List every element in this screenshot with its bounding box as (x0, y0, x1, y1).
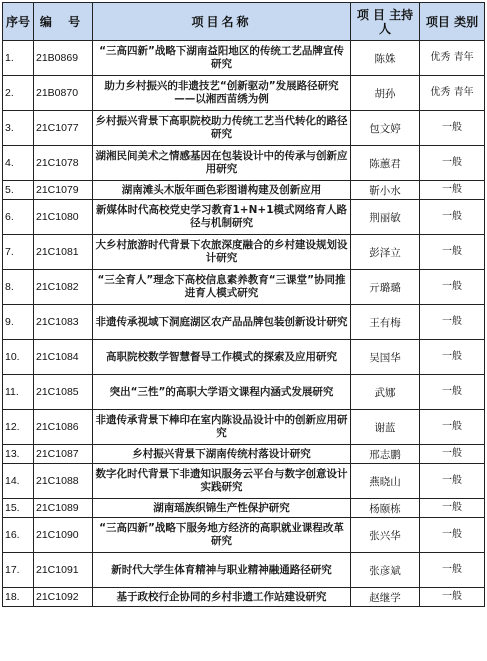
row-code: 21C1077 (34, 111, 93, 146)
table-row (3, 588, 485, 607)
row-code: 21C1085 (34, 375, 93, 410)
row-no: 15. (3, 499, 34, 518)
row-category: 一般 (420, 235, 485, 270)
row-code: 21C1081 (34, 235, 93, 270)
row-title: 非遗传承背景下棒印在室内陈设品设计中的创新应用研究 (93, 410, 351, 445)
row-code: 21C1082 (34, 270, 93, 305)
header-no: 序号 (3, 3, 34, 41)
header-category: 项目 类别 (420, 3, 485, 41)
row-host: 张彦斌 (351, 553, 420, 588)
row-title: 高职院校数学智慧督导工作模式的探索及应用研究 (93, 340, 351, 375)
row-category: 一般 (420, 518, 485, 553)
table-row (3, 111, 485, 146)
row-no: 8. (3, 270, 34, 305)
row-code: 21C1089 (34, 499, 93, 518)
row-category: 优秀 青年 (420, 76, 485, 111)
table-row (3, 76, 485, 111)
row-host: 靳小水 (351, 181, 420, 200)
row-category: 一般 (420, 181, 485, 200)
table-row (3, 181, 485, 200)
row-category: 一般 (420, 146, 485, 181)
row-title: 湖南瑶族织锦生产性保护研究 (93, 499, 351, 518)
row-no: 12. (3, 410, 34, 445)
row-no: 1. (3, 41, 34, 76)
row-host: 赵继学 (351, 588, 420, 607)
table-row (3, 499, 485, 518)
row-code: 21C1087 (34, 445, 93, 464)
row-code: 21C1090 (34, 518, 93, 553)
table-row (3, 410, 485, 445)
row-host: 张兴华 (351, 518, 420, 553)
header-row (3, 3, 485, 41)
row-code: 21C1083 (34, 305, 93, 340)
row-title: 基于政校行企协同的乡村非遗工作站建设研究 (93, 588, 351, 607)
row-title: 乡村振兴背景下高职院校助力传统工艺当代转化的路径研究 (93, 111, 351, 146)
table-row (3, 270, 485, 305)
table-row (3, 146, 485, 181)
row-category: 一般 (420, 499, 485, 518)
row-title: “三高四新”战略下湖南益阳地区的传统工艺品牌宣传研究 (93, 41, 351, 76)
row-no: 4. (3, 146, 34, 181)
row-host: 武娜 (351, 375, 420, 410)
row-host: 亓璐璐 (351, 270, 420, 305)
table-row (3, 445, 485, 464)
row-host: 王有梅 (351, 305, 420, 340)
row-category: 一般 (420, 375, 485, 410)
row-host: 谢蓝 (351, 410, 420, 445)
row-category: 一般 (420, 305, 485, 340)
row-title: 新媒体时代高校党史学习教育1+N+1模式网络育人路径与机制研究 (93, 200, 351, 235)
row-code: 21B0870 (34, 76, 93, 111)
row-code: 21C1091 (34, 553, 93, 588)
row-category: 一般 (420, 464, 485, 499)
row-code: 21C1084 (34, 340, 93, 375)
table-row (3, 41, 485, 76)
row-host: 荆丽敏 (351, 200, 420, 235)
row-title: 大乡村旅游时代背景下农旅深度融合的乡村建设规划设计研究 (93, 235, 351, 270)
row-category: 一般 (420, 270, 485, 305)
row-category: 一般 (420, 445, 485, 464)
table-row (3, 200, 485, 235)
row-category: 优秀 青年 (420, 41, 485, 76)
row-no: 5. (3, 181, 34, 200)
row-host: 杨颐栋 (351, 499, 420, 518)
table-row (3, 235, 485, 270)
row-code: 21C1088 (34, 464, 93, 499)
row-no: 17. (3, 553, 34, 588)
row-no: 18. (3, 588, 34, 607)
row-category: 一般 (420, 111, 485, 146)
row-category: 一般 (420, 588, 485, 607)
row-host: 陈蕙君 (351, 146, 420, 181)
row-code: 21B0869 (34, 41, 93, 76)
table-row (3, 340, 485, 375)
table-row (3, 518, 485, 553)
row-no: 3. (3, 111, 34, 146)
row-host: 吴国华 (351, 340, 420, 375)
row-no: 10. (3, 340, 34, 375)
row-host: 彭泽立 (351, 235, 420, 270)
row-title: 乡村振兴背景下湖南传统村落设计研究 (93, 445, 351, 464)
row-no: 11. (3, 375, 34, 410)
table-row (3, 305, 485, 340)
row-title: 湖南滩头木版年画色彩图谱构建及创新应用 (93, 181, 351, 200)
row-code: 21C1092 (34, 588, 93, 607)
table-row (3, 464, 485, 499)
row-category: 一般 (420, 200, 485, 235)
row-no: 9. (3, 305, 34, 340)
row-host: 燕晓山 (351, 464, 420, 499)
row-code: 21C1086 (34, 410, 93, 445)
row-category: 一般 (420, 340, 485, 375)
row-title: 湖湘民间美术之情感基因在包装设计中的传承与创新应用研究 (93, 146, 351, 181)
row-title: 突出“三性”的高职大学语文课程内涵式发展研究 (93, 375, 351, 410)
row-title: 助力乡村振兴的非遗技艺“创新驱动”发展路径研究——以湘西苗绣为例 (93, 76, 351, 111)
row-no: 14. (3, 464, 34, 499)
row-title: 新时代大学生体育精神与职业精神融通路径研究 (93, 553, 351, 588)
header-name: 项目名称 (93, 3, 351, 41)
row-no: 2. (3, 76, 34, 111)
row-title: “三全育人”理念下高校信息素养教育“三课堂”协同推进育人模式研究 (93, 270, 351, 305)
row-host: 邢志鹏 (351, 445, 420, 464)
row-no: 6. (3, 200, 34, 235)
table-row (3, 375, 485, 410)
header-host: 项 目 主持人 (351, 3, 420, 41)
project-table (2, 2, 485, 607)
row-host: 陈姝 (351, 41, 420, 76)
row-category: 一般 (420, 410, 485, 445)
row-host: 包文婷 (351, 111, 420, 146)
row-code: 21C1080 (34, 200, 93, 235)
table-row (3, 553, 485, 588)
row-title: 非遗传承视域下洞庭湖区农产品品牌包装创新设计研究 (93, 305, 351, 340)
row-no: 16. (3, 518, 34, 553)
row-code: 21C1079 (34, 181, 93, 200)
row-category: 一般 (420, 553, 485, 588)
row-host: 胡孙 (351, 76, 420, 111)
row-title: 数字化时代背景下非遗知识服务云平台与数字创意设计实践研究 (93, 464, 351, 499)
row-no: 7. (3, 235, 34, 270)
row-code: 21C1078 (34, 146, 93, 181)
row-no: 13. (3, 445, 34, 464)
row-title: “三高四新”战略下服务地方经济的高职就业课程改革研究 (93, 518, 351, 553)
header-code: 编 号 (34, 3, 93, 41)
